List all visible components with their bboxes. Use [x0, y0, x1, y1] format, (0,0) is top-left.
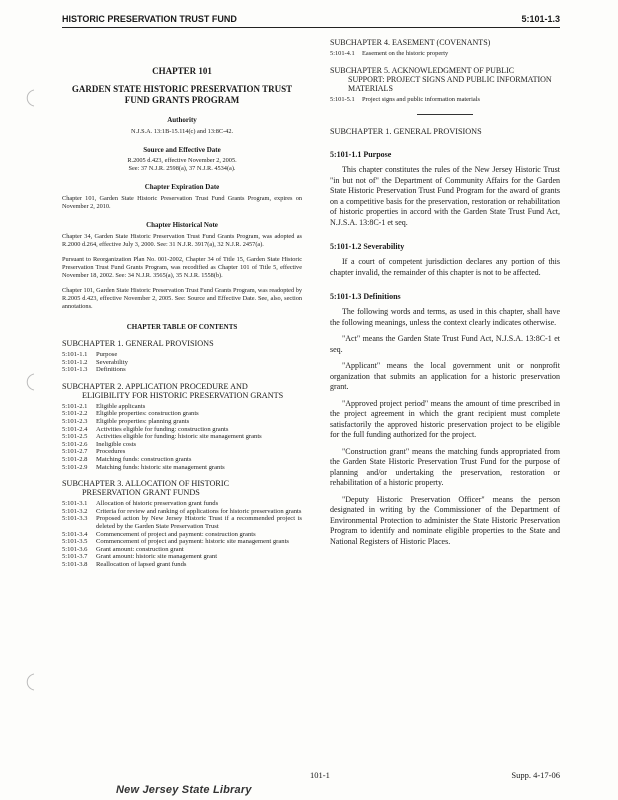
punch-hole-mark	[22, 88, 38, 108]
section-title: 5:101-1.1 Purpose	[330, 150, 392, 159]
running-header	[62, 12, 560, 28]
section-title: 5:101-1.3 Definitions	[330, 292, 401, 301]
toc-entry	[62, 426, 302, 434]
toc-entry-number: 5:101-3.8	[62, 560, 88, 568]
toc-entry-text: Purpose	[96, 351, 118, 358]
toc-entry-text: Eligible properties: construction grants	[96, 410, 199, 418]
toc-entry-number: 5:101-3.6	[62, 545, 88, 553]
toc-entry-text: Commencement of project and payment: construction grants	[96, 530, 256, 538]
toc-entry	[62, 448, 302, 456]
chapter-name: GARDEN STATE HISTORIC PRESERVATION TRUST FUND GRANTS PROGRAM	[71, 84, 293, 105]
toc-entry	[62, 500, 302, 508]
toc-entry-text: Procedures	[96, 448, 126, 456]
toc-entry	[62, 441, 302, 449]
toc-entry-text: Activities eligible for funding: construction grants	[96, 425, 229, 433]
toc-entry	[62, 553, 302, 561]
toc-entry-number: 5:101-1.2	[62, 358, 88, 366]
source-line-2: See: 37 N.J.R. 2598(a), 37 N.J.R. 4534(a).	[128, 165, 236, 172]
toc-entry-number: 5:101-1.1	[62, 351, 88, 358]
definition-paragraph: "Applicant" means the local government unit or nonprofit organization that submits an application for a historic preservation grant.	[330, 361, 560, 391]
toc-entry-text: Commencement of project and payment: historic site management grants	[96, 538, 289, 546]
library-stamp: New Jersey State Library	[116, 784, 252, 796]
section-body: This chapter constitutes the rules of the New Jersey Historic Trust "in but not of" the Department of Community Affairs for the Garden State Historic Preservation Trust Fund Program for the award of grants on a competitive basis for the preservation, restoration or rehabilitation of historic properties in accord with the Garden State Trust Fund Act, N.J.S.A. 13:8C-1 et seq.	[330, 165, 560, 227]
toc-entry	[62, 464, 302, 472]
toc-entry-number: 5:101-3.5	[62, 538, 88, 546]
left-column	[62, 38, 302, 568]
toc-entry-number: 5:101-3.4	[62, 530, 88, 538]
toc-entry	[62, 403, 302, 411]
toc-entry-text: Severability	[96, 358, 128, 366]
toc-entry	[62, 418, 302, 426]
toc-entry-number: 5:101-2.7	[62, 448, 88, 456]
toc-subchapter-line: PRESERVATION GRANT FUNDS	[82, 488, 200, 498]
toc-subchapter-line: SUBCHAPTER 3. ALLOCATION OF HISTORIC	[62, 479, 230, 489]
toc-entry	[62, 561, 302, 569]
toc-entry-number: 5:101-3.7	[62, 553, 88, 561]
expiration-heading: Chapter Expiration Date	[144, 183, 220, 191]
toc-title: CHAPTER TABLE OF CONTENTS	[126, 323, 238, 331]
toc-entry-text: Grant amount: construction grant	[96, 545, 184, 553]
toc-entry	[62, 410, 302, 418]
toc-subchapter-heading	[62, 479, 302, 497]
toc-subchapter-line: SUBCHAPTER 2. APPLICATION PROCEDURE AND	[62, 381, 248, 391]
section-body: If a court of competent jurisdiction declares any portion of this chapter invalid, the remainder of this chapter is not to be affected.	[330, 257, 560, 277]
toc-entry-text: Allocation of historic preservation grant funds	[96, 500, 219, 508]
toc-entry-text: Proposed action by New Jersey Historic Trust if a recommended project is deleted by the Garden State Preservation Trust	[96, 515, 302, 530]
toc-entry	[62, 538, 302, 546]
right-column	[330, 38, 560, 547]
toc-entry-text: Criteria for review and ranking of applications for historic preservation grants	[96, 507, 302, 515]
toc-subchapter-heading	[330, 66, 560, 93]
punch-hole-mark	[22, 372, 38, 392]
history-heading: Chapter Historical Note	[146, 221, 218, 229]
toc-entry	[62, 433, 302, 441]
toc-entries	[62, 351, 302, 374]
toc-entry	[330, 96, 560, 104]
toc-entry-text: Easement on the historic property	[362, 50, 449, 57]
history-paragraph: Pursuant to Reorganization Plan No. 001-2002, Chapter 34 of Title 15, Garden State Historic Preservation Trust Fund Grants Program, was recodified as Chapter 101 of Title 5, effective November 18, 2002. See: 34 N.J.R. 3565(a), 35 N.J.R. 1558(b).	[62, 256, 302, 279]
definition-paragraph: "Act" means the Garden State Trust Fund Act, N.J.S.A. 13:8C-1 et seq.	[330, 334, 560, 354]
chapter-number: CHAPTER 101	[152, 66, 212, 76]
authority-heading: Authority	[167, 116, 197, 124]
toc-entry-text: Reallocation of lapsed grant funds	[96, 560, 187, 568]
toc-entry-number: 5:101-2.2	[62, 410, 88, 418]
toc-entry-number: 5:101-3.3	[62, 515, 88, 523]
toc-entry-number: 5:101-1.3	[62, 366, 88, 374]
source-heading: Source and Effective Date	[143, 146, 221, 154]
toc-entry-text: Ineligible costs	[96, 440, 137, 448]
toc-entry	[62, 546, 302, 554]
history-paragraph: Chapter 101, Garden State Historic Preservation Trust Fund Grants Program, was readopted by R.2005 d.423, effective November 2, 2005. See: Source and Effective Date. See, also, section annotations.	[62, 287, 302, 310]
toc-subchapter-heading	[330, 38, 560, 47]
toc-entry-text: Matching funds: historic site management grants	[96, 463, 225, 471]
toc-entry-text: Grant amount: historic site management grant	[96, 553, 218, 561]
definition-paragraph: "Construction grant" means the matching funds appropriated from the Garden State Historic Preservation Trust Fund for the purpose of planning and/or undertaking the preservation, restoration or rehabilitation of a historic property.	[330, 446, 560, 487]
toc-entry-number: 5:101-3.1	[62, 500, 88, 508]
toc-subchapter-heading	[62, 339, 302, 348]
toc-entry-number: 5:101-2.9	[62, 463, 88, 471]
toc-entry-number: 5:101-2.6	[62, 440, 88, 448]
toc-entries	[62, 500, 302, 568]
toc-entry-text: Definitions	[96, 366, 126, 374]
toc-entry	[62, 351, 302, 359]
section-title: 5:101-1.2 Severability	[330, 242, 405, 251]
toc-subchapter-heading	[62, 382, 302, 400]
supplement-date: Supp. 4-17-06	[511, 770, 560, 780]
toc-entry	[330, 50, 560, 58]
toc-entry-text: Matching funds: construction grants	[96, 455, 192, 463]
header-section-number: 5:101-1.3	[521, 14, 560, 24]
toc-entry-text: Eligible properties: planning grants	[96, 417, 190, 425]
definition-paragraph: "Approved project period" means the amount of time prescribed in the project agreement in which the grant recipient must complete satisfactorily the approved historic preservation project to be eligible for the full funding authorized for the project.	[330, 398, 560, 439]
section-body: The following words and terms, as used in this chapter, shall have the following meanings, unless the context clearly indicates otherwise.	[330, 307, 560, 327]
expiration-text: Chapter 101, Garden State Historic Preservation Trust Fund Grants Program, expires on November 2, 2010.	[62, 195, 302, 210]
toc-entry	[62, 531, 302, 539]
authority-text: N.J.S.A. 13:1B-15.114(c) and 13:8C-42.	[130, 128, 234, 135]
punch-hole-mark	[22, 672, 38, 692]
toc-entry-text: Project signs and public information materials	[362, 96, 481, 103]
toc-entry	[62, 456, 302, 464]
source-line-1: R.2005 d.423, effective November 2, 2005.	[127, 157, 237, 164]
toc-subchapter-line: SUPPORT: PROJECT SIGNS AND PUBLIC INFORMATION MATERIALS	[348, 75, 552, 93]
divider-rule	[417, 114, 473, 115]
toc-subchapter-line: SUBCHAPTER 4. EASEMENT (COVENANTS)	[330, 38, 491, 47]
toc-entry-number: 5:101-3.2	[62, 507, 88, 515]
toc-entry-number: 5:101-2.4	[62, 425, 88, 433]
toc-subchapter-line: ELIGIBILITY FOR HISTORIC PRESERVATION GRANTS	[82, 390, 284, 400]
toc-entries	[62, 403, 302, 471]
toc-entry	[62, 515, 302, 530]
toc-entry-number: 5:101-2.3	[62, 417, 88, 425]
toc-entry	[62, 359, 302, 367]
toc-entry	[62, 366, 302, 374]
toc-entry-text: Activities eligible for funding: historic site management grants	[96, 433, 262, 441]
definition-paragraph: "Deputy Historic Preservation Officer" means the person designated in writing by the Commissioner of the Department of Environmental Protection to administer the State Historic Preservation Program to identify and nominate eligible properties to the State and National Registers of Historic Places.	[330, 494, 560, 546]
toc-entry-number: 5:101-2.5	[62, 433, 88, 441]
toc-entry-number: 5:101-2.1	[62, 402, 88, 410]
toc-entry	[62, 508, 302, 516]
toc-entry-number: 5:101-4.1	[330, 50, 355, 57]
toc-subchapter-line: SUBCHAPTER 5. ACKNOWLEDGMENT OF PUBLIC	[330, 66, 515, 75]
toc-subchapter-line: SUBCHAPTER 1. GENERAL PROVISIONS	[62, 339, 214, 348]
toc-entry-text: Eligible applicants	[96, 402, 146, 410]
toc-entry-number: 5:101-2.8	[62, 455, 88, 463]
subchapter-heading: SUBCHAPTER 1. GENERAL PROVISIONS	[330, 127, 482, 136]
page-number: 101-1	[310, 770, 330, 780]
header-title: HISTORIC PRESERVATION TRUST FUND	[62, 14, 237, 24]
history-paragraph: Chapter 34, Garden State Historic Preservation Trust Fund Grants Program, was adopted as R.2000 d.264, effective July 3, 2000. See: 31 N.J.R. 3917(a), 32 N.J.R. 2457(a).	[62, 233, 302, 248]
toc-entry-number: 5:101-5.1	[330, 96, 355, 103]
